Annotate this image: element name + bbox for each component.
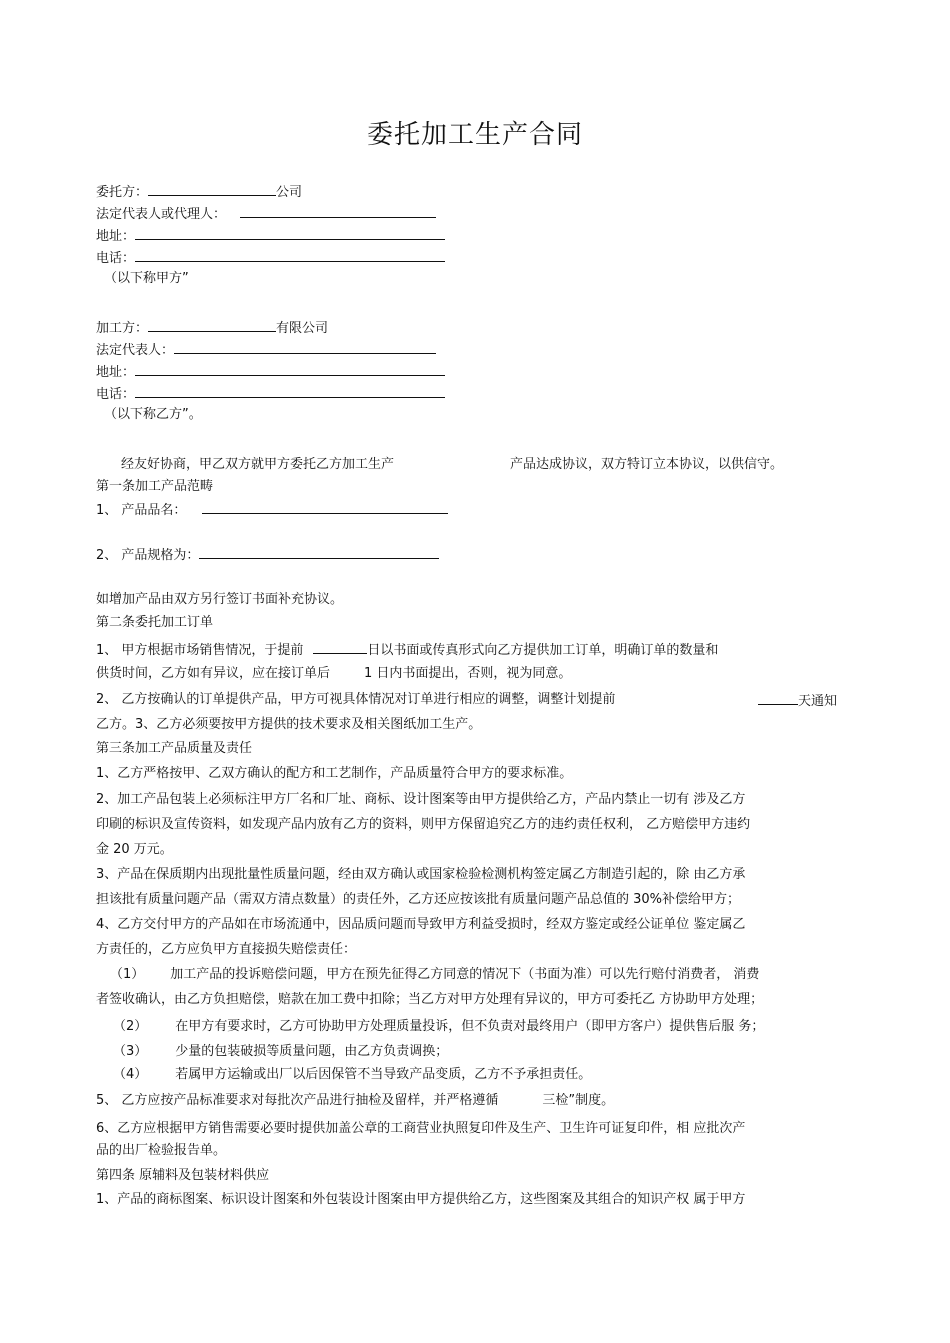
article2-line1a: 1、 甲方根据市场销售情况，于提前 bbox=[96, 643, 304, 658]
client-company-suffix: 公司 bbox=[276, 185, 303, 200]
article3-line9a: （1） bbox=[110, 967, 145, 982]
client-rep-line bbox=[96, 204, 436, 224]
product-name-label: 1、 产品品名： bbox=[96, 503, 187, 518]
article3-line14a: 5、 乙方应按产品标准要求对每批次产品进行抽检及留样，并严格遵循 bbox=[96, 1093, 499, 1108]
article3-line5: 3、产品在保质期内出现批量性质量问题，经由双方确认或国家检验检测机构签定属乙方制造引起的，除 由乙方承 bbox=[96, 867, 746, 882]
client-alias: （以下称甲方” bbox=[104, 271, 189, 286]
article3-line12b: 少量的包装破损等质量问题，由乙方负责调换； bbox=[175, 1044, 449, 1059]
article3-heading: 第三条加工产品质量及责任 bbox=[96, 741, 253, 756]
client-phone-line bbox=[96, 248, 445, 268]
order-days-blank[interactable] bbox=[313, 640, 367, 654]
client-phone-blank[interactable] bbox=[135, 248, 445, 262]
processor-address-line bbox=[96, 362, 445, 382]
article2-line2b: 1 日内书面提出，否则，视为同意。 bbox=[364, 666, 572, 681]
client-label: 委托方： bbox=[96, 185, 149, 200]
intro-part1: 经友好协商，甲乙双方就甲方委托乙方加工生产 bbox=[121, 457, 395, 472]
article2-line4: 乙方。3、乙方必须要按甲方提供的技术要求及相关图纸加工生产。 bbox=[96, 717, 482, 732]
client-rep-blank[interactable] bbox=[240, 204, 436, 218]
article3-line16: 品的出厂检验报告单。 bbox=[96, 1143, 227, 1158]
article1-heading: 第一条加工产品范畴 bbox=[96, 479, 214, 494]
processor-address-label: 地址： bbox=[96, 365, 136, 380]
processor-phone-blank[interactable] bbox=[135, 384, 445, 398]
processor-line bbox=[96, 318, 328, 338]
client-address-line bbox=[96, 226, 445, 246]
article3-line4: 金 20 万元。 bbox=[96, 842, 173, 857]
document-title: 委托加工生产合同 bbox=[366, 120, 583, 150]
article4-heading: 第四条 原辅料及包装材料供应 bbox=[96, 1168, 270, 1183]
article3-line14 bbox=[96, 1092, 614, 1110]
article3-line8: 方责任的，乙方应负甲方直接损失赔偿责任： bbox=[96, 942, 357, 957]
article3-line12 bbox=[113, 1043, 448, 1061]
product-spec-line bbox=[96, 545, 439, 565]
article2-line3b-wrap bbox=[758, 691, 837, 711]
processor-rep-line bbox=[96, 340, 436, 360]
article3-line11b: 在甲方有要求时，乙方可协助甲方处理质量投诉，但不负责对最终用户（即甲方客户）提供售后服 务； bbox=[175, 1019, 765, 1034]
article2-line3a: 2、 乙方按确认的订单提供产品，甲方可视具体情况对订单进行相应的调整，调整计划提前 bbox=[96, 692, 616, 707]
article4-line1: 1、产品的商标图案、标识设计图案和外包装设计图案由甲方提供给乙方，这些图案及其组合的知识产权 属于甲方 bbox=[96, 1192, 746, 1207]
article2-line2a: 供货时间，乙方如有异议，应在接订单后 bbox=[96, 666, 331, 681]
article3-line7: 4、乙方交付甲方的产品如在市场流通中，因品质问题而导致甲方利益受损时，经双方鉴定或经公证单位 鉴定属乙 bbox=[96, 917, 746, 932]
article2-line1 bbox=[96, 640, 718, 660]
article3-line9b: 加工产品的投诉赔偿问题，甲方在预先征得乙方同意的情况下（书面为准）可以先行赔付消费者， 消费 bbox=[170, 967, 760, 982]
processor-company-suffix: 有限公司 bbox=[276, 321, 329, 336]
client-rep-label: 法定代表人或代理人： bbox=[96, 207, 227, 222]
article1-note: 如增加产品由双方另行签订书面补充协议。 bbox=[96, 592, 344, 607]
product-name-blank[interactable] bbox=[202, 500, 448, 514]
product-name-line bbox=[96, 500, 448, 520]
article3-line6: 担该批有质量问题产品（需双方清点数量）的责任外，乙方还应按该批有质量问题产品总值的 30%补偿给甲方； bbox=[96, 892, 741, 907]
processor-phone-label: 电话： bbox=[96, 387, 136, 402]
client-address-label: 地址： bbox=[96, 229, 136, 244]
notice-days-blank[interactable] bbox=[758, 691, 798, 705]
article2-line3b: 天通知 bbox=[798, 694, 838, 709]
article3-line3: 印刷的标识及宣传资料，如发现产品内放有乙方的资料，则甲方保留追究乙方的违约责任权利， 乙方赔偿甲方违约 bbox=[96, 817, 751, 832]
article3-line10: 者签收确认，由乙方负担赔偿，赔款在加工费中扣除；当乙方对甲方处理有异议的，甲方可委托乙 方协助甲方处理； bbox=[96, 992, 764, 1007]
article3-line11a: （2） bbox=[113, 1019, 148, 1034]
processor-rep-label: 法定代表人： bbox=[96, 343, 175, 358]
article3-line13 bbox=[113, 1066, 591, 1084]
processor-rep-blank[interactable] bbox=[174, 340, 436, 354]
article2-line1b: 日以书面或传真形式向乙方提供加工订单，明确订单的数量和 bbox=[367, 643, 719, 658]
product-spec-blank[interactable] bbox=[199, 545, 439, 559]
article3-line2: 2、加工产品包装上必须标注甲方厂名和厂址、商标、设计图案等由甲方提供给乙方，产品内禁止一切有 涉及乙方 bbox=[96, 792, 746, 807]
processor-phone-line bbox=[96, 384, 445, 404]
article3-line14b: 三检”制度。 bbox=[542, 1093, 615, 1108]
processor-alias: （以下称乙方”。 bbox=[104, 407, 202, 422]
client-line bbox=[96, 182, 302, 202]
intro-part2: 产品达成协议，双方特订立本协议，以供信守。 bbox=[510, 457, 784, 472]
article3-line13a: （4） bbox=[113, 1067, 148, 1082]
article2-line2 bbox=[96, 665, 571, 683]
processor-name-blank[interactable] bbox=[148, 318, 276, 332]
article3-line12a: （3） bbox=[113, 1044, 148, 1059]
article3-line15: 6、乙方应根据甲方销售需要必要时提供加盖公章的工商营业执照复印件及生产、卫生许可证复印件，相 应批次产 bbox=[96, 1121, 746, 1136]
article3-line1: 1、乙方严格按甲、乙双方确认的配方和工艺制作，产品质量符合甲方的要求标准。 bbox=[96, 766, 573, 781]
article3-line11 bbox=[113, 1018, 764, 1036]
article3-line13b: 若属甲方运输或出厂以后因保管不当导致产品变质，乙方不予承担责任。 bbox=[175, 1067, 592, 1082]
article2-heading: 第二条委托加工订单 bbox=[96, 615, 214, 630]
client-address-blank[interactable] bbox=[135, 226, 445, 240]
client-name-blank[interactable] bbox=[148, 182, 276, 196]
processor-address-blank[interactable] bbox=[135, 362, 445, 376]
product-spec-label: 2、 产品规格为： bbox=[96, 548, 200, 563]
processor-label: 加工方： bbox=[96, 321, 149, 336]
article3-line9 bbox=[110, 966, 759, 984]
client-phone-label: 电话： bbox=[96, 251, 136, 266]
